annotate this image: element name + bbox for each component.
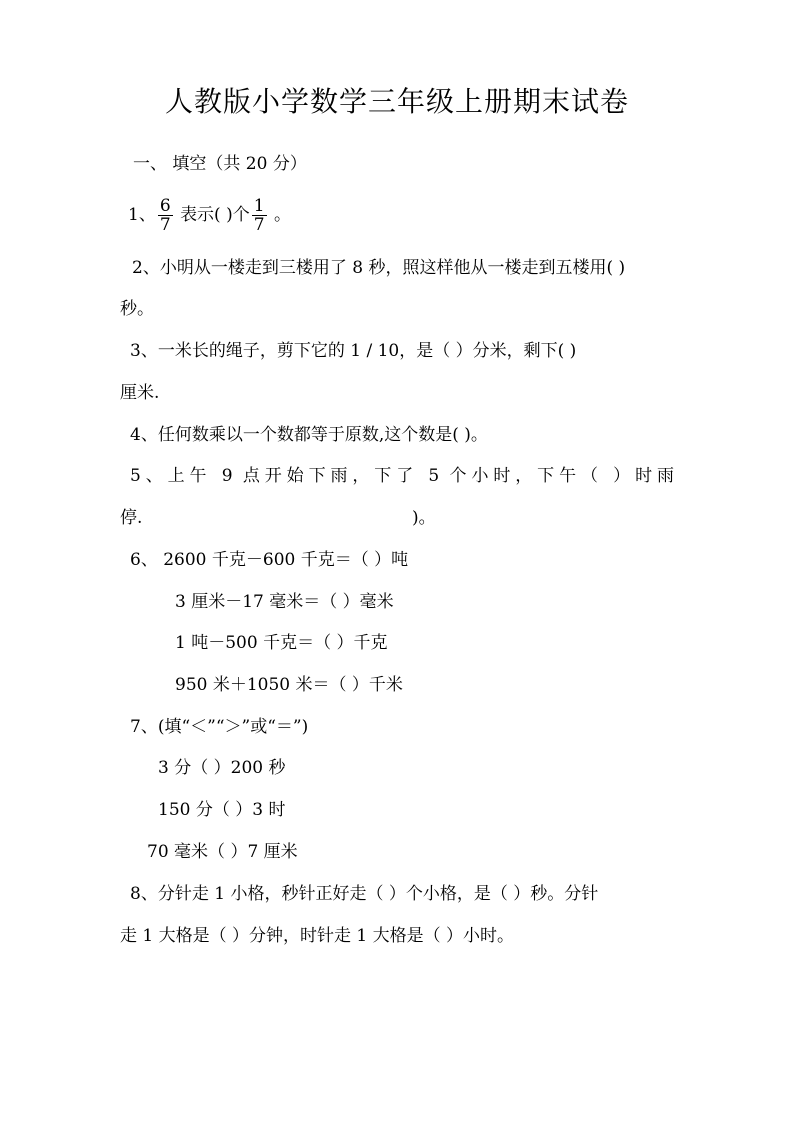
- question-5-line-2: 停.: [120, 508, 143, 528]
- q1-suffix: 。: [273, 205, 291, 225]
- question-4: 4、任何数乘以一个数都等于原数,这个数是( )。: [130, 425, 488, 445]
- question-6c: 1 吨－500 千克＝（ ）千克: [175, 633, 388, 653]
- section-heading-fill-in: 一、 填空（共 20 分）: [133, 154, 307, 174]
- page-title: 人教版小学数学三年级上册期末试卷: [164, 85, 629, 118]
- question-1: [128, 194, 291, 236]
- question-3-line-2: 厘米.: [120, 383, 160, 403]
- question-6d: 950 米＋1050 米＝（ ）千米: [175, 675, 403, 695]
- fraction-1-7: [252, 197, 267, 234]
- q1-prefix: 1、: [128, 205, 156, 225]
- question-2-line-1: 2、小明从一楼走到三楼用了 8 秒，照这样他从一楼走到五楼用( ): [132, 258, 626, 278]
- q1-middle: 表示( )个: [180, 205, 250, 225]
- question-6a: 6、 2600 千克－600 千克＝（ ）吨: [130, 550, 409, 570]
- question-8-line-1: 8、分针走 1 小格，秒针正好走（ ）个小格，是（ ）秒。分针: [130, 884, 599, 904]
- question-7c: 70 毫米（ ）7 厘米: [147, 842, 298, 862]
- question-3-line-1: 3、一米长的绳子，剪下它的 1 / 10，是（ ）分米，剩下( ): [130, 341, 577, 361]
- fraction-numerator: 6: [159, 196, 171, 216]
- fraction-denominator: 7: [159, 215, 171, 235]
- fraction-numerator: 1: [253, 196, 265, 216]
- question-2-line-2: 秒。: [120, 299, 154, 319]
- question-6b: 3 厘米－17 毫米＝（ ）毫米: [175, 592, 394, 612]
- fraction-denominator: 7: [253, 215, 265, 235]
- question-7b: 150 分（ ）3 时: [158, 800, 286, 820]
- question-8-line-2: 走 1 大格是（ ）分钟，时针走 1 大格是（ ）小时。: [120, 926, 515, 946]
- question-5-line-1: 5、上午 9 点开始下雨，下了 5 个小时，下午（ ）时雨: [130, 466, 674, 486]
- question-7-heading: 7、(填“＜”“＞”或“＝”): [130, 717, 309, 737]
- question-7a: 3 分（ ）200 秒: [158, 758, 286, 778]
- fraction-6-7: [158, 197, 173, 234]
- question-5-line-2-tail: )。: [412, 508, 436, 528]
